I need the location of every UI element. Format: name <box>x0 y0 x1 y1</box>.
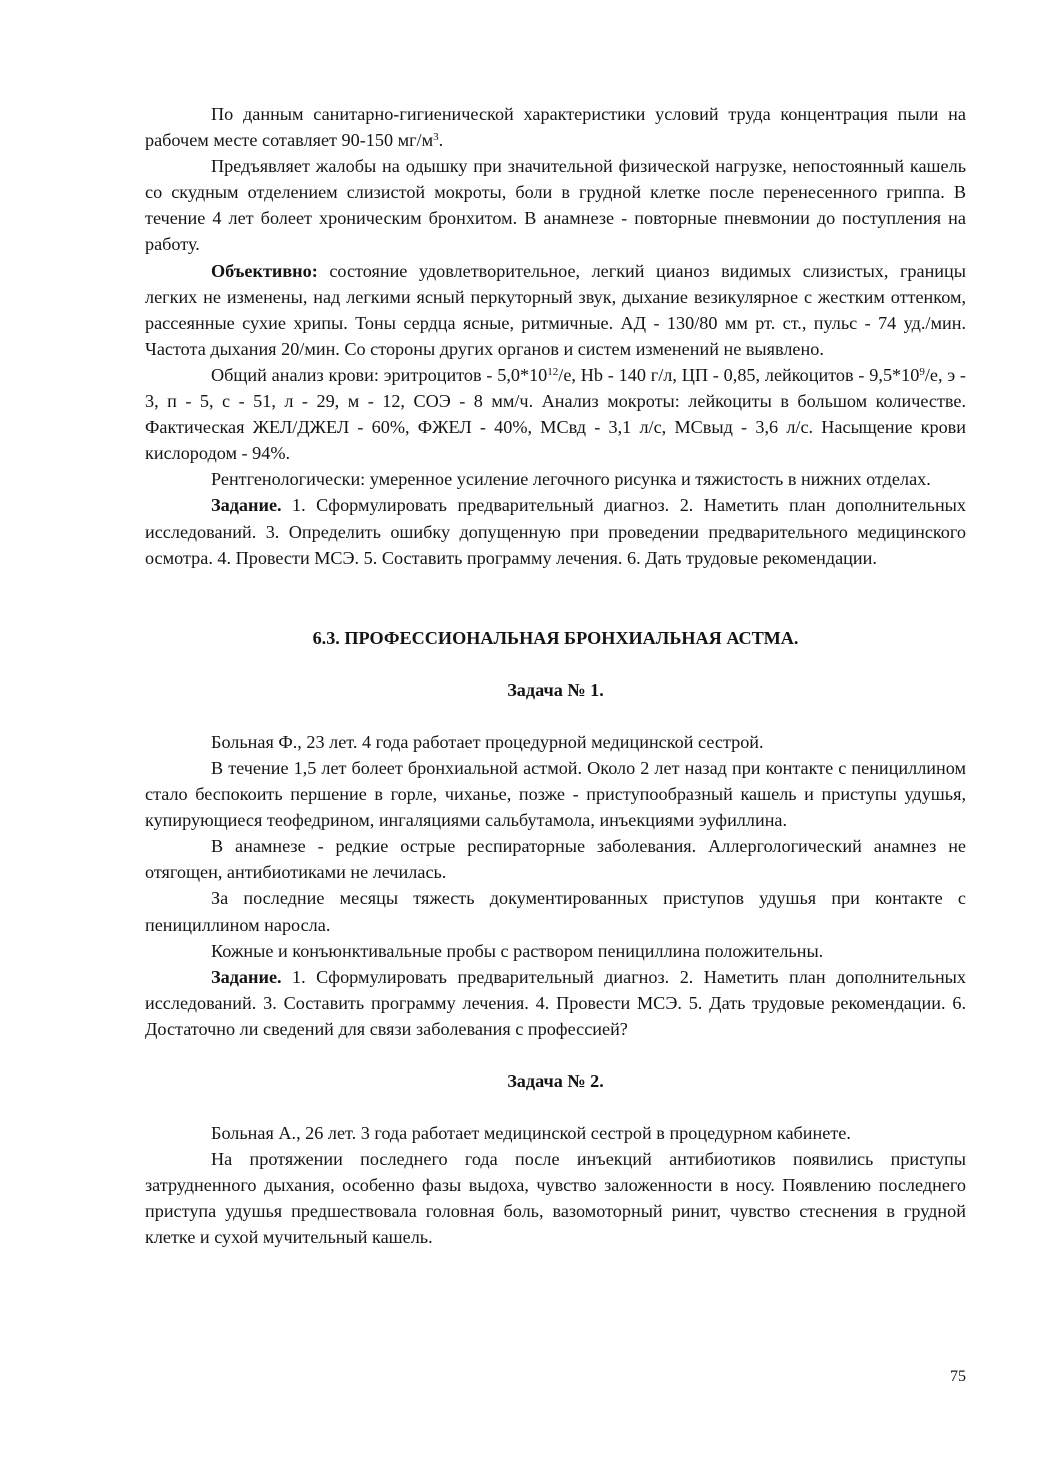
paragraph-dust <box>145 101 966 153</box>
task-1-title: Задача № 1. <box>507 679 604 700</box>
task-1-paragraph-3: В анамнезе - редкие острые респираторные заболевания. Аллергологический анамнез не отягощен, антибиотиками не лечилась. <box>145 836 966 883</box>
task-2-paragraph-2: На протяжении последнего года после инъекций антибиотиков появились приступы затрудненного дыхания, особенно фазы выдоха, чувство заложенности в носу. Появлению последнего приступа удушья предшествовала головная боль, вазомоторный ринит, чувство стеснения в грудной клетке и сухой мучительный кашель. <box>145 1149 966 1248</box>
paragraph-xray: Рентгенологически: умеренное усиление легочного рисунка и тяжистость в нижних отделах. <box>211 469 931 490</box>
paragraph-lead: Задание. <box>211 495 282 516</box>
paragraph-lead: Задание. <box>211 966 282 987</box>
text-run: /е, Hb - 140 г/л, ЦП - 0,85, лейкоцитов - 9,5*10 <box>558 364 920 385</box>
text-run: . <box>438 130 444 151</box>
superscript: 12 <box>547 365 559 378</box>
spacer <box>145 651 966 677</box>
page-number: 75 <box>950 1368 966 1385</box>
task-1-paragraph-1: Больная Ф., 23 лет. 4 года работает процедурной медицинской сестрой. <box>211 731 764 752</box>
text-run: /е, э - 3, п - 5, с - 51, л - 29, м - 12, СОЭ - 8 мм/ч. Анализ мокроты: лейкоциты в большом количестве. Фактическая ЖЕЛ/ДЖЕЛ - 60%, ФЖЕЛ - 40%, МСвд - 3,1 л/с, МСвыд - 3,6 л/с. Насыщение крови кислородом - 94%. <box>145 364 966 464</box>
text-run: По данным санитарно-гигиенической характеристики условий труда концентрация пыли на рабочем месте сотавляет 90-150 мг/м <box>145 104 966 151</box>
paragraph-objective <box>145 258 966 362</box>
task-1-paragraph-4: За последние месяцы тяжесть документированных приступов удушья при контакте с пенициллином наросла. <box>145 888 966 935</box>
paragraph-assignment <box>145 492 966 570</box>
spacer <box>145 1094 966 1120</box>
section-title: 6.3. ПРОФЕССИОНАЛЬНАЯ БРОНХИАЛЬНАЯ АСТМА. <box>312 627 799 648</box>
superscript: 9 <box>919 365 925 378</box>
spacer <box>145 1042 966 1068</box>
spacer <box>145 571 966 625</box>
text-run: Общий анализ крови: эритроцитов - 5,0*10 <box>211 364 548 385</box>
document-page <box>145 101 966 1251</box>
text-run: состояние удовлетворительное, легкий цианоз видимых слизистых, границы легких не изменены, над легкими ясный перкуторный звук, дыхание везикулярное с жестким оттенком, рассеянные сухие хрипы. Тоны сердца ясные, ритмичные. АД - 130/80 мм рт. ст., пульс - 74 уд./мин. Частота дыхания 20/мин. Со стороны других органов и систем изменений не выявлено. <box>145 260 966 359</box>
text-run: 1. Сформулировать предварительный диагноз. 2. Наметить план дополнительных исследований. 3. Составить программу лечения. 4. Провести МСЭ. 5. Дать трудовые рекомендации. 6. Достаточно ли сведений для связи заболевания с профессией? <box>145 966 966 1039</box>
paragraph-blood-analysis <box>145 362 966 466</box>
task-2-title: Задача № 2. <box>507 1071 604 1091</box>
task-2-paragraph-1: Больная А., 26 лет. 3 года работает медицинской сестрой в процедурном кабинете. <box>211 1123 851 1144</box>
task-1-paragraph-5: Кожные и конъюнктивальные пробы с раствором пенициллина положительны. <box>211 940 824 961</box>
paragraph-lead: Объективно: <box>211 260 318 281</box>
task-1-assignment <box>145 964 966 1042</box>
text-run: 1. Сформулировать предварительный диагноз. 2. Наметить план дополнительных исследований. 3. Определить ошибку допущенную при проведении предварительного медицинского осмотра. 4. Провести МСЭ. 5. Составить программу лечения. 6. Дать трудовые рекомендации. <box>145 495 966 568</box>
task-1-paragraph-2: В течение 1,5 лет болеет бронхиальной астмой. Около 2 лет назад при контакте с пенициллином стало беспокоить першение в горле, чиханье, позже - приступообразный кашель и приступы удушья, купирующиеся теофедрином, ингаляциями сальбутамола, инъекциями эуфиллина. <box>145 757 966 831</box>
superscript: 3 <box>433 131 439 144</box>
spacer <box>145 703 966 729</box>
paragraph-complaints: Предъявляет жалобы на одышку при значительной физической нагрузке, непостоянный кашель со скудным отделением слизистой мокроты, боли в грудной клетке после перенесенного гриппа. В течение 4 лет болеет хроническим бронхитом. В анамнезе - повторные пневмонии до поступления на работу. <box>145 156 966 255</box>
